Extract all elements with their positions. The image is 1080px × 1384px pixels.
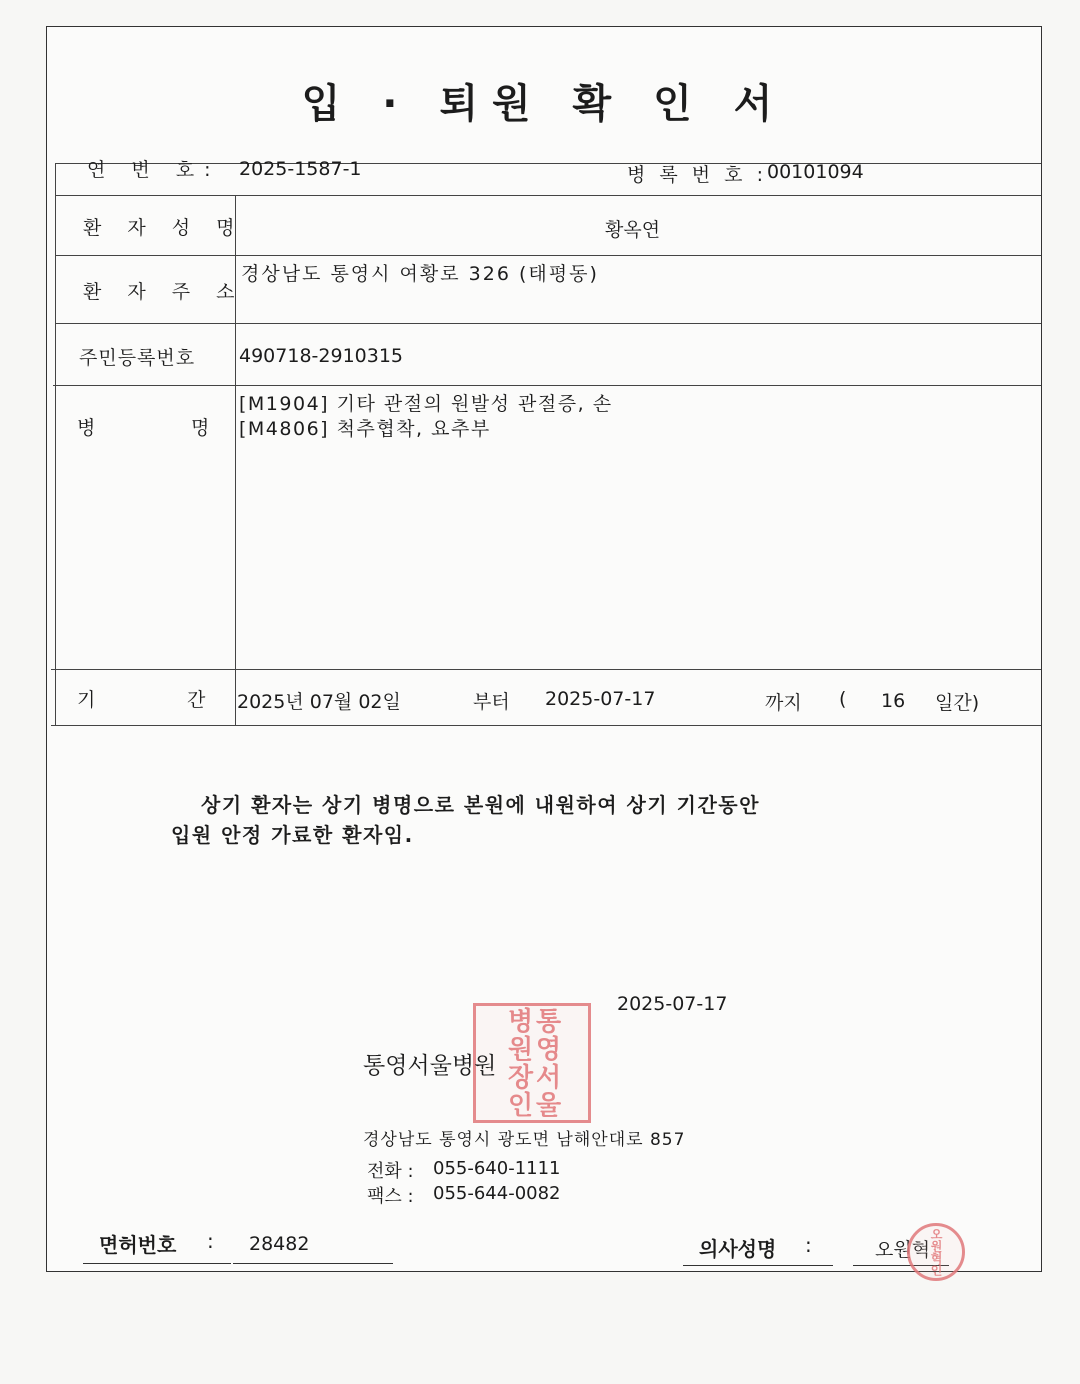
period-until: 까지 [765, 692, 802, 714]
document-title: 입 · 퇴원 확 인 서 [301, 81, 787, 127]
license-label: 면허번호 [99, 1233, 177, 1257]
period-end: 2025-07-17 [545, 688, 656, 710]
grid-line [51, 669, 1041, 670]
patient-name-label: 환 자 성 명 [83, 217, 245, 239]
certificate-document [46, 26, 1042, 1276]
serial-label: 연 번 호: [87, 159, 221, 181]
issue-date: 2025-07-17 [617, 993, 728, 1015]
grid-line [51, 725, 1041, 726]
disease-item: [M1904] 기타 관절의 원발성 관절증, 손 [239, 393, 613, 415]
fax-label: 팩스 : [367, 1186, 414, 1207]
period-label-right: 간 [187, 689, 206, 711]
grid-line [55, 323, 1041, 324]
hospital-name: 통영서울병원 [363, 1053, 497, 1079]
doctor-name: 오원혁 [875, 1239, 931, 1261]
disease-label-left: 병 [77, 417, 96, 439]
doctor-seal: 오원혁인 [907, 1223, 965, 1281]
resident-number-label: 주민등록번호 [79, 347, 196, 369]
period-from: 부터 [473, 691, 510, 713]
disease-label-right: 명 [191, 417, 210, 439]
license-value: 28482 [249, 1233, 310, 1255]
period-start: 2025년 07월 02일 [237, 691, 401, 713]
grid-line [53, 385, 1041, 386]
statement-line-1: 상기 환자는 상기 병명으로 본원에 내원하여 상기 기간동안 [201, 793, 760, 817]
grid-line [55, 163, 56, 725]
record-label: 병 록 번 호 : [627, 164, 767, 186]
record-value: 00101094 [767, 161, 864, 183]
fax-value: 055-644-0082 [433, 1183, 561, 1204]
grid-line [235, 195, 236, 725]
phone-label: 전화 : [367, 1161, 414, 1182]
license-value-underline [233, 1263, 393, 1264]
resident-number-value: 490718-2910315 [239, 345, 404, 367]
disease-item: [M4806] 척추협착, 요추부 [239, 418, 491, 440]
period-days-unit: 일간) [935, 692, 980, 714]
doctor-colon: : [805, 1233, 812, 1257]
patient-name-value: 황옥연 [605, 219, 661, 241]
license-underline [83, 1263, 231, 1264]
grid-line [55, 195, 1041, 196]
period-label-left: 기 [77, 689, 96, 711]
serial-value: 2025-1587-1 [239, 158, 362, 180]
statement-line-2: 입원 안정 가료한 환자임. [171, 823, 414, 847]
doctor-label-underline [683, 1265, 833, 1266]
period-paren-open: ( [839, 688, 847, 710]
phone-value: 055-640-1111 [433, 1158, 561, 1179]
hospital-seal: 통영서울병원장인 [473, 1003, 591, 1123]
patient-address-label: 환 자 주 소 [83, 281, 245, 303]
grid-line [55, 255, 1041, 256]
license-colon: : [207, 1229, 214, 1253]
patient-address-value: 경상남도 통영시 여황로 326 (태평동) [241, 263, 599, 285]
period-days: 16 [881, 690, 906, 712]
hospital-address: 경상남도 통영시 광도면 남해안대로 857 [363, 1130, 686, 1150]
doctor-label: 의사성명 [699, 1237, 777, 1261]
